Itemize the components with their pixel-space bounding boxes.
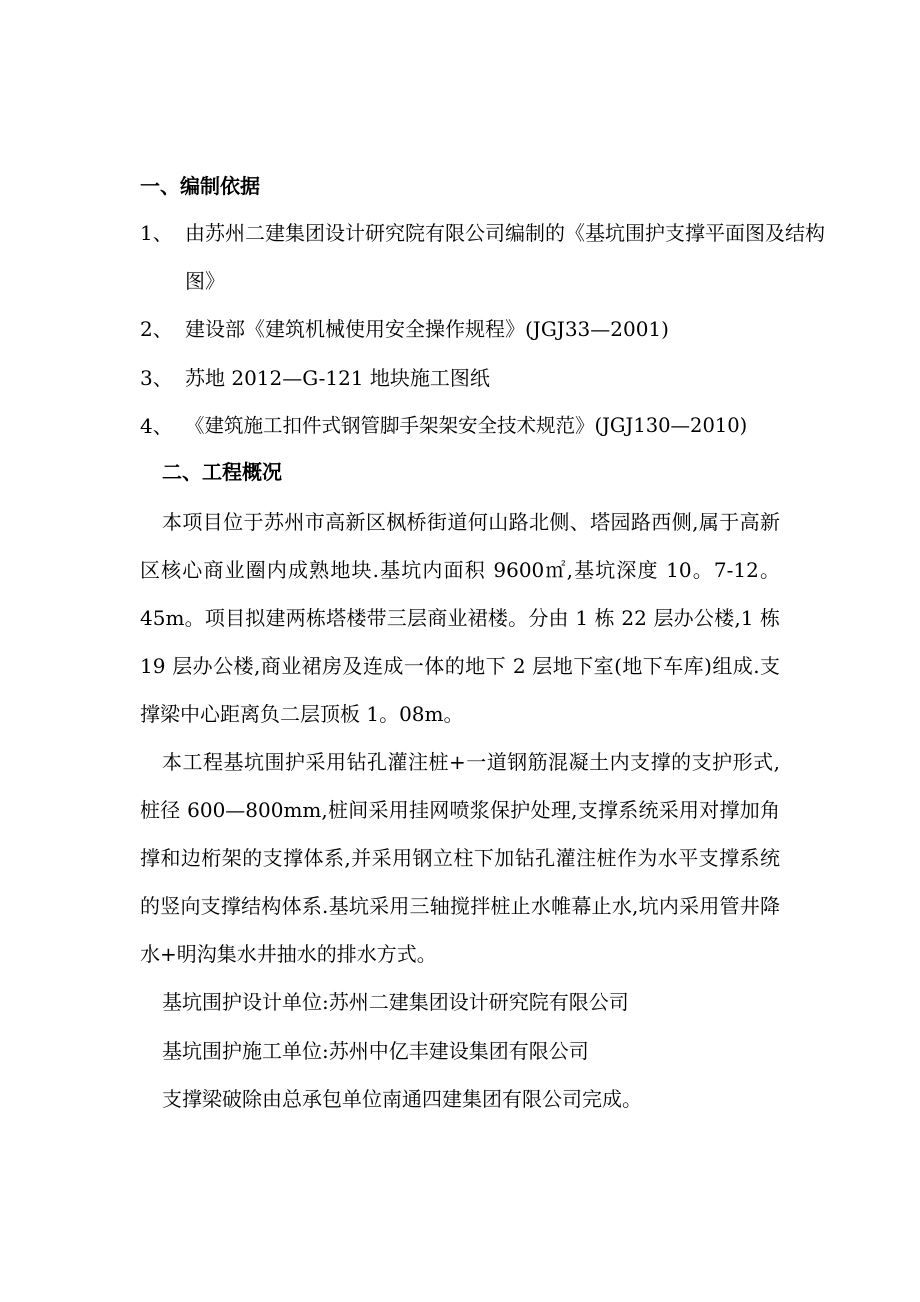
basis-item-number: 2、: [140, 317, 173, 341]
basis-item-number: 1、: [140, 221, 173, 245]
demolition-line: 支撑梁破除由总承包单位南通四建集团有限公司完成。: [162, 1087, 642, 1111]
basis-item-text: 苏地 2012—G-121 地块施工图纸: [185, 366, 490, 390]
section-2-heading: 二、工程概况: [162, 460, 282, 484]
basis-item-1: [140, 209, 840, 305]
design-unit-line: 基坑围护设计单位:苏州二建集团设计研究院有限公司: [162, 990, 629, 1014]
basis-item-3: [140, 354, 840, 402]
overview-paragraph-1: 本项目位于苏州市高新区枫桥街道何山路北侧、塔园路西侧,属于高新区核心商业圈内成熟地块.基坑内面积 9600㎡,基坑深度 10。7-12。45m。项目拟建两栋塔楼带三层商业裙楼。分由 1 栋 22 层办公楼,1 栋 19 层办公楼,商业裙房及连成一体的地下 2 层地下室(地下车库)组成.支撑梁中心距离负二层顶板 1。08m。: [140, 510, 780, 726]
basis-item-number: 4、: [140, 414, 173, 438]
basis-item-text: 由苏州二建集团设计研究院有限公司编制的《基坑围护支撑平面图及结构图》: [185, 221, 825, 293]
basis-item-text: 《建筑施工扣件式钢管脚手架架安全技术规范》(JGJ130—2010): [185, 414, 748, 437]
section-1-heading: 一、编制依据: [140, 174, 260, 198]
overview-paragraph-2: 本工程基坑围护采用钻孔灌注桩+一道钢筋混凝土内支撑的支护形式,桩径 600—800mm,桩间采用挂网喷浆保护处理,支撑系统采用对撑加角撑和边桁架的支撑体系,并采用钢立柱下加钻孔灌注桩作为水平支撑系统的竖向支撑结构体系.基坑采用三轴搅拌桩止水帷幕止水,坑内采用管井降水+明沟集水井抽水的排水方式。: [140, 750, 780, 966]
basis-item-2: [140, 305, 840, 353]
basis-item-text: 建设部《建筑机械使用安全操作规程》(JGJ33—2001): [185, 317, 669, 341]
basis-item-number: 3、: [140, 366, 173, 390]
basis-item-4: [140, 402, 860, 450]
construction-unit-line: 基坑围护施工单位:苏州中亿丰建设集团有限公司: [162, 1039, 589, 1063]
